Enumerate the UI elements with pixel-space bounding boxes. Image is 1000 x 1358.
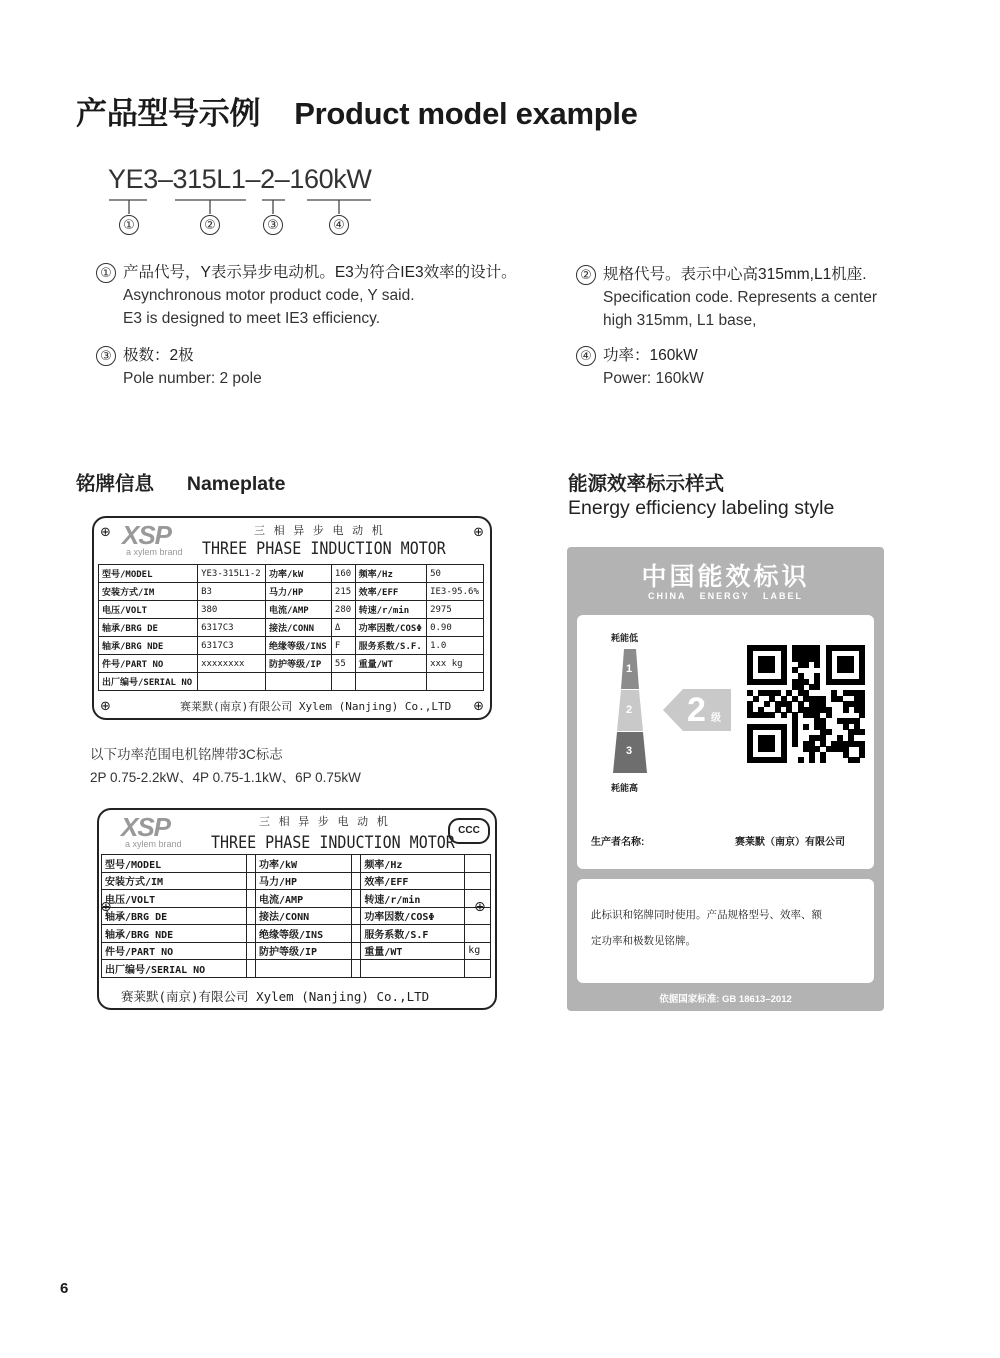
screw-icon: ⊕ [100, 698, 111, 713]
plate-field-label: 马力/HP [256, 872, 352, 890]
plate-field-value: 380 [198, 601, 266, 619]
qr-module [859, 679, 865, 685]
qr-module [792, 741, 798, 747]
plate1-brand-logo: XSP [122, 520, 172, 550]
qr-module [769, 746, 775, 752]
explain-num-4: ④ [576, 346, 596, 366]
qr-module [843, 707, 849, 713]
table-row [99, 673, 484, 691]
plate-field-label: 防护等级/IP [265, 655, 331, 673]
explain-num-2: ② [576, 265, 596, 285]
plate-field-value: kg [465, 942, 491, 960]
energy-label-head-zh: 中国能效标识 [641, 563, 810, 591]
plate-field-value [246, 960, 255, 978]
plate-field-value [246, 907, 255, 925]
plate-field-value: 215 [331, 583, 355, 601]
plate-field-label [355, 673, 426, 691]
marker-2: ② [200, 215, 220, 235]
plate-field-label: 电流/AMP [256, 890, 352, 908]
producer-name: 赛莱默（南京）有限公司 [735, 837, 845, 848]
plate-field-value: 1.0 [427, 637, 484, 655]
qr-module [820, 757, 826, 763]
plate-field-value [331, 673, 355, 691]
table-row [102, 925, 491, 943]
marker-4: ④ [329, 215, 349, 235]
plate-field-label: 重量/WT [361, 942, 465, 960]
plate-field-value [427, 673, 484, 691]
plate-field-value [351, 890, 360, 908]
qr-module [814, 662, 820, 668]
plate-field-value [351, 872, 360, 890]
plate-field-label: 绝缘等级/INS [265, 637, 331, 655]
explanation-2-en2: high 315mm, L1 base, [603, 312, 757, 329]
energy-high-label: 耗能高 [611, 783, 639, 793]
explanation-2 [603, 263, 913, 332]
explanation-1-en1: Asynchronous motor product code, Y said. [123, 287, 415, 304]
explanation-3 [123, 344, 423, 390]
nameplate-heading [76, 468, 285, 496]
plate-field-label: 轴承/BRG NDE [99, 637, 198, 655]
plate-field-value: 50 [427, 565, 484, 583]
table-row [102, 872, 491, 890]
qr-module [781, 712, 787, 718]
plate-field-label: 马力/HP [265, 583, 331, 601]
plate-field-label: 接法/CONN [265, 619, 331, 637]
plate-field-value [465, 925, 491, 943]
table-row [99, 565, 484, 583]
plate2-footer: 赛莱默(南京)有限公司 Xylem (Nanjing) Co.,LTD [121, 989, 430, 1004]
qr-module [764, 701, 770, 707]
plate-field-value: YE3-315L1-2 [198, 565, 266, 583]
plate-field-value: IE3-95.6% [427, 583, 484, 601]
model-code: YE3–315L1–2–160kW [108, 164, 372, 194]
plate-field-label: 功率/kW [265, 565, 331, 583]
energy-label [567, 547, 884, 1011]
energy-notice-panel [577, 879, 874, 983]
plate-field-label: 轴承/BRG DE [102, 907, 247, 925]
qr-module [848, 667, 854, 673]
qr-module [753, 696, 759, 702]
qr-module [781, 757, 787, 763]
explanation-1-en2: E3 is designed to meet IE3 efficiency. [123, 310, 381, 327]
energy-label-head-en: CHINA ENERGY LABEL [647, 591, 803, 601]
ccc-mark-icon: CCC [448, 818, 490, 844]
plate-field-label: 电流/AMP [265, 601, 331, 619]
plate2-brand-logo: XSP [121, 812, 171, 842]
plate-field-value: 6317C3 [198, 619, 266, 637]
title-zh: 产品型号示例 [76, 96, 261, 131]
explain-num-3: ③ [96, 346, 116, 366]
plate-field-label: 电压/VOLT [99, 601, 198, 619]
plate-field-label: 功率因数/COSΦ [355, 619, 426, 637]
plate-field-label [256, 960, 352, 978]
page-title [76, 88, 638, 133]
qr-module [826, 729, 832, 735]
plate-field-label: 功率/kW [256, 855, 352, 873]
qr-module [769, 667, 775, 673]
plate-field-label: 轴承/BRG DE [99, 619, 198, 637]
qr-module [854, 757, 860, 763]
screw-icon: ⊕ [100, 898, 112, 914]
qr-module [798, 757, 804, 763]
plate-field-label: 型号/MODEL [99, 565, 198, 583]
plate-field-label: 频率/Hz [355, 565, 426, 583]
plate1-table [98, 564, 484, 691]
table-row [102, 942, 491, 960]
current-grade-number: 2 [687, 691, 706, 729]
nameplate-2 [97, 808, 497, 1010]
energy-grade-panel [577, 615, 874, 869]
plate-field-value [246, 872, 255, 890]
plate-field-value: 0.90 [427, 619, 484, 637]
nameplate-heading-en: Nameplate [186, 473, 286, 495]
plate-field-value [246, 942, 255, 960]
plate-field-value: F [331, 637, 355, 655]
screw-icon: ⊕ [474, 898, 486, 914]
grade-3-label: 3 [626, 745, 633, 757]
table-row [102, 855, 491, 873]
plate-field-label: 效率/EFF [361, 872, 465, 890]
qr-module [803, 662, 809, 668]
table-row [102, 960, 491, 978]
plate-field-label: 频率/Hz [361, 855, 465, 873]
plate-field-value: 280 [331, 601, 355, 619]
plate-field-label: 轴承/BRG NDE [102, 925, 247, 943]
plate-field-label [265, 673, 331, 691]
plate-field-label: 重量/WT [355, 655, 426, 673]
qr-module [803, 724, 809, 730]
plate-field-label: 安装方式/IM [99, 583, 198, 601]
plate-field-label: 功率因数/COSΦ [361, 907, 465, 925]
plate-field-value: xxxxxxxx [198, 655, 266, 673]
explanation-2-en1: Specification code. Represents a center [603, 289, 877, 306]
table-row [102, 890, 491, 908]
screw-icon: ⊕ [100, 524, 111, 539]
explanation-4-en1: Power: 160kW [603, 370, 704, 387]
plate-field-label [361, 960, 465, 978]
qr-code-icon [747, 645, 865, 763]
qr-module [769, 712, 775, 718]
plate-field-value: B3 [198, 583, 266, 601]
plate-field-value [246, 925, 255, 943]
plate-field-value [351, 855, 360, 873]
nameplate-heading-zh: 铭牌信息 [76, 473, 155, 495]
plate-field-value [351, 925, 360, 943]
plate-field-label: 出厂编号/SERIAL NO [102, 960, 247, 978]
plate-field-label: 电压/VOLT [102, 890, 247, 908]
3c-note-line2: 2P 0.75-2.2kW、4P 0.75-1.1kW、6P 0.75kW [90, 770, 361, 785]
plate2-heading-en: THREE PHASE INDUCTION MOTOR [211, 831, 455, 853]
producer-label: 生产者名称: [591, 837, 645, 848]
plate-field-label: 服务系数/S.F [361, 925, 465, 943]
plate-field-value: 6317C3 [198, 637, 266, 655]
page-number: 6 [60, 1280, 69, 1297]
current-grade-suffix: 级 [711, 713, 721, 724]
plate-field-label: 效率/EFF [355, 583, 426, 601]
plate-field-label: 接法/CONN [256, 907, 352, 925]
table-row [99, 583, 484, 601]
plate-field-label: 转速/r/min [361, 890, 465, 908]
qr-module [859, 712, 865, 718]
plate-field-label: 转速/r/min [355, 601, 426, 619]
qr-module [809, 757, 815, 763]
energy-low-label: 耗能低 [611, 633, 639, 643]
title-en: Product model example [294, 96, 638, 131]
plate-field-value [351, 907, 360, 925]
screw-icon: ⊕ [473, 524, 484, 539]
explanation-1 [123, 261, 563, 330]
plate1-heading-zh: 三 相 异 步 电 动 机 [254, 524, 384, 537]
nameplate-1 [92, 516, 492, 720]
table-row [99, 601, 484, 619]
energy-label-footer: 依据国家标准: GB 18613–2012 [659, 994, 792, 1005]
explanation-4-zh: 功率：160kW [603, 347, 698, 364]
grade-1-label: 1 [626, 663, 633, 675]
marker-3: ③ [263, 215, 283, 235]
energy-notice-line1: 此标识和铭牌同时使用。产品规格型号、效率、额 [591, 909, 822, 921]
plate-field-value [246, 890, 255, 908]
plate-field-value [465, 855, 491, 873]
energy-heading-zh: 能源效率标示样式 [568, 473, 725, 495]
plate-field-value: xxx kg [427, 655, 484, 673]
plate1-brand-sub: a xylem brand [126, 547, 183, 557]
plate-field-value [198, 673, 266, 691]
plate-field-label: 防护等级/IP [256, 942, 352, 960]
energy-heading-en: Energy efficiency labeling style [568, 497, 835, 519]
plate1-footer: 赛莱默(南京)有限公司 Xylem (Nanjing) Co.,LTD [180, 700, 452, 713]
plate-field-value [465, 872, 491, 890]
explain-num-1: ① [96, 263, 116, 283]
plate-field-label: 件号/PART NO [102, 942, 247, 960]
plate2-brand-sub: a xylem brand [125, 839, 182, 849]
plate-field-value [465, 960, 491, 978]
plate-field-label: 件号/PART NO [99, 655, 198, 673]
plate-field-label: 服务系数/S.F. [355, 637, 426, 655]
qr-module [826, 712, 832, 718]
plate2-table [101, 854, 491, 978]
plate-field-value [351, 942, 360, 960]
plate1-heading-en: THREE PHASE INDUCTION MOTOR [202, 537, 446, 559]
marker-1: ① [119, 215, 139, 235]
plate-field-label: 绝缘等级/INS [256, 925, 352, 943]
qr-module [814, 684, 820, 690]
plate-field-value: 2975 [427, 601, 484, 619]
table-row [102, 907, 491, 925]
plate-field-value [351, 960, 360, 978]
table-row [99, 655, 484, 673]
plate-field-value [246, 855, 255, 873]
plate2-heading-zh: 三 相 异 步 电 动 机 [259, 815, 389, 828]
qr-module [781, 679, 787, 685]
table-row [99, 619, 484, 637]
3c-note-line1: 以下功率范围电机铭牌带3C标志 [90, 747, 283, 762]
table-row [99, 637, 484, 655]
plate-field-value: 55 [331, 655, 355, 673]
explanation-3-zh: 极数：2极 [123, 347, 194, 364]
screw-icon: ⊕ [473, 698, 484, 713]
qr-module [859, 729, 865, 735]
plate-field-label: 出厂编号/SERIAL NO [99, 673, 198, 691]
explanation-1-zh: 产品代号，Y表示异步电动机。E3为符合IE3效率的设计。 [123, 264, 517, 281]
explanation-3-en1: Pole number: 2 pole [123, 370, 262, 387]
plate-field-label: 安装方式/IM [102, 872, 247, 890]
qr-module [859, 752, 865, 758]
plate-field-label: 型号/MODEL [102, 855, 247, 873]
energy-notice-line2: 定功率和极数见铭牌。 [591, 935, 696, 947]
explanation-4 [603, 344, 903, 390]
grade-2-label: 2 [626, 704, 633, 716]
plate-field-value: Δ [331, 619, 355, 637]
plate-field-value: 160 [331, 565, 355, 583]
explanation-2-zh: 规格代号。表示中心高315mm,L1机座. [603, 266, 867, 283]
